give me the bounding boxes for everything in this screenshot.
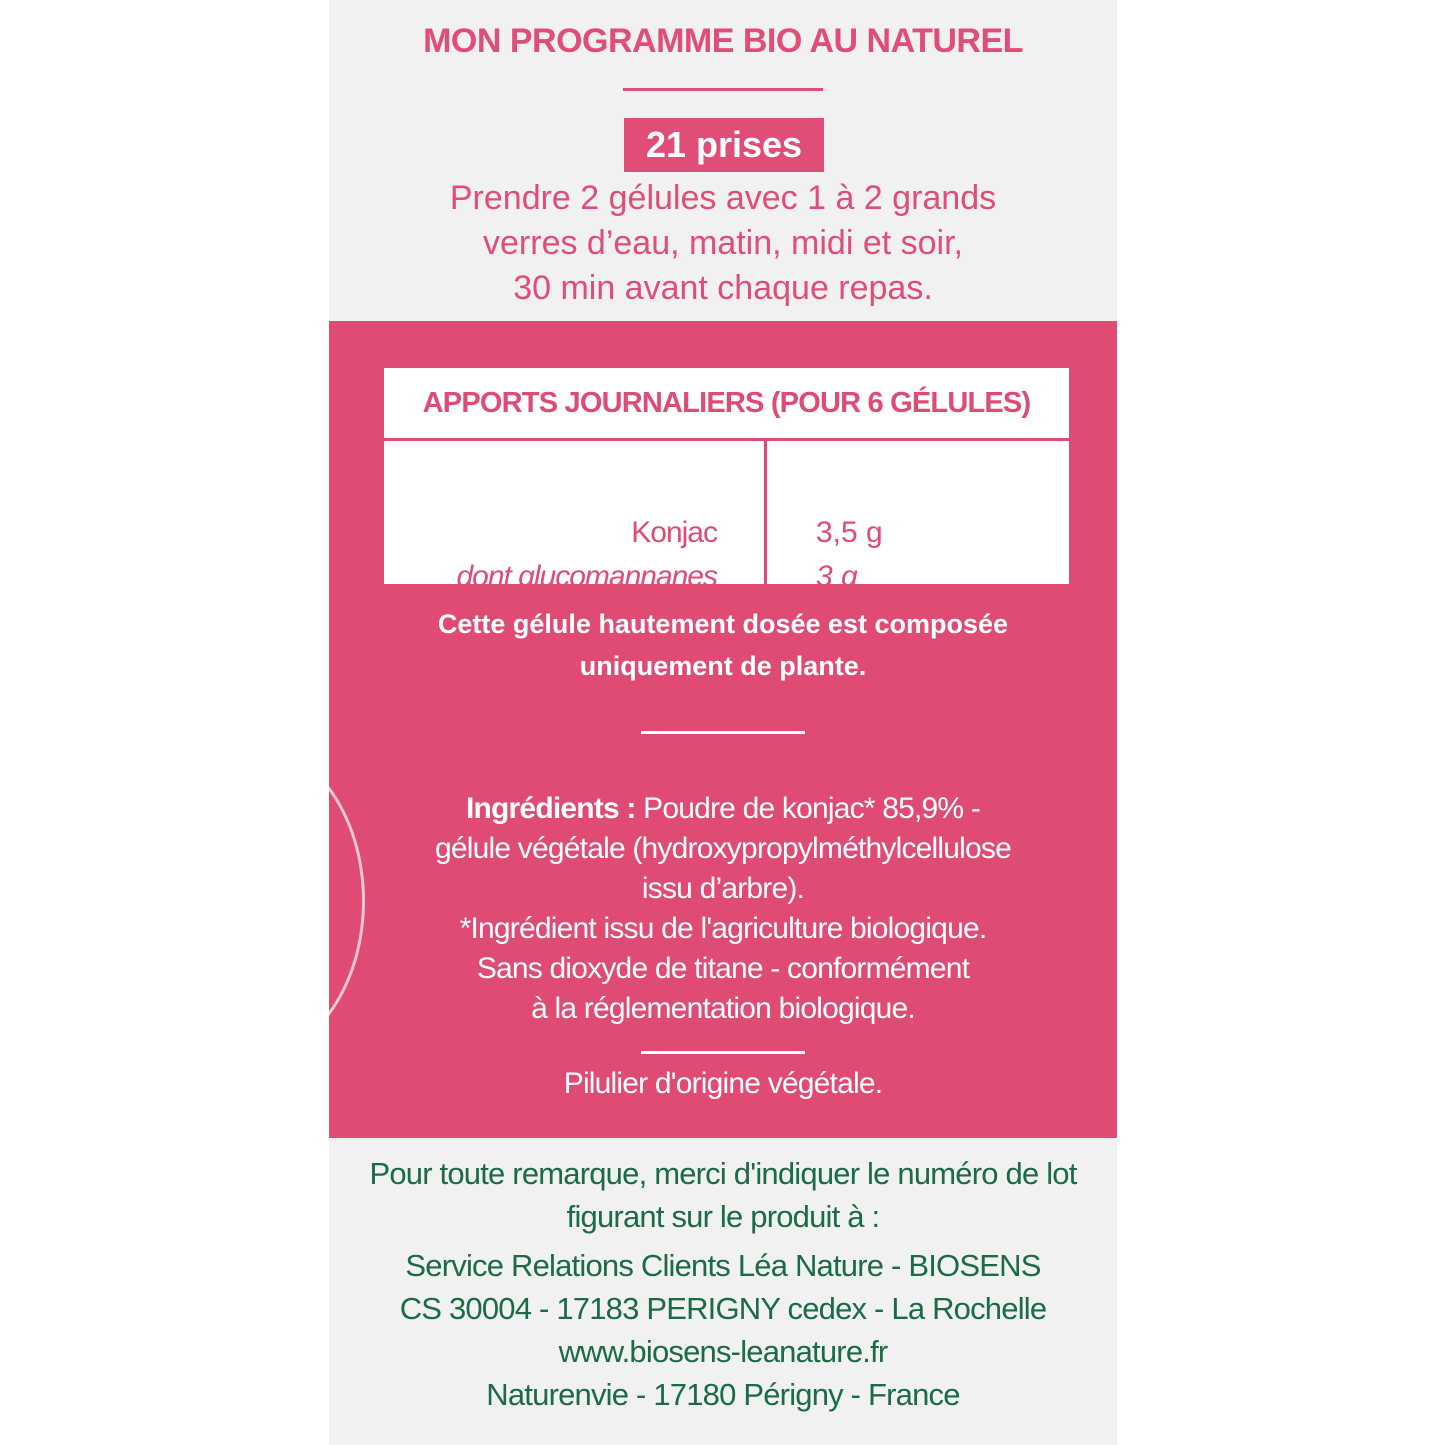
ingredients-line: *Ingrédient issu de l'agriculture biologique. [459,912,987,945]
ingredients-line: à la réglementation biologique. [531,992,915,1025]
daily-intake-table [384,368,1069,593]
row-glucomannanes-value: 3 g [816,560,858,593]
row-glucomannanes-name: dont glucomannanes [456,560,717,593]
ingredients-line: issu d’arbre). [641,872,805,905]
title-divider [623,88,823,91]
ingredients-label: Ingrédients : [465,792,636,825]
ingredients-block [329,789,1117,1029]
section-divider [641,1051,805,1054]
claim-line: Cette gélule hautement dosée est composée [437,609,1009,639]
row-konjac-value: 3,5 g [816,516,883,549]
row-konjac-name: Konjac [631,516,717,549]
info-section [329,321,1117,1138]
contact-line: CS 30004 - 17183 PERIGNY cedex - La Rochelle [399,1291,1047,1326]
contact-line: Naturenvie - 17180 Périgny - France [486,1377,960,1412]
contact-line: Service Relations Clients Léa Nature - BIOSENS [405,1248,1041,1283]
product-claim [329,603,1117,687]
table-header: APPORTS JOURNALIERS (POUR 6 GÉLULES) [422,386,1031,419]
contact-website: www.biosens-leanature.fr [558,1334,888,1369]
label-panel [329,0,1117,1445]
pill-box-note: Pilulier d'origine végétale. [563,1067,883,1100]
ingredients-line: gélule végétale (hydroxypropylméthylcellulose [435,832,1011,865]
contact-info [329,1152,1117,1416]
section-divider [641,731,805,734]
contact-line: figurant sur le produit à : [566,1199,880,1234]
ingredients-line: Sans dioxyde de titane - conformément [476,952,970,985]
ingredients-first-line [329,789,1117,829]
usage-instructions [329,176,1117,311]
instruction-line: 30 min avant chaque repas. [513,269,933,307]
table-column-divider [764,441,767,584]
claim-line: uniquement de plante. [579,651,867,681]
contact-line: Pour toute remarque, merci d'indiquer le numéro de lot [369,1156,1077,1191]
table-divider [384,438,1069,441]
doses-badge: 21 prises [624,118,824,172]
ingredients-text: Poudre de konjac* 85,9% - [635,792,981,825]
instruction-line: Prendre 2 gélules avec 1 à 2 grands [449,179,997,217]
program-title: MON PROGRAMME BIO AU NATUREL [423,22,1023,60]
instruction-line: verres d’eau, matin, midi et soir, [483,224,963,262]
